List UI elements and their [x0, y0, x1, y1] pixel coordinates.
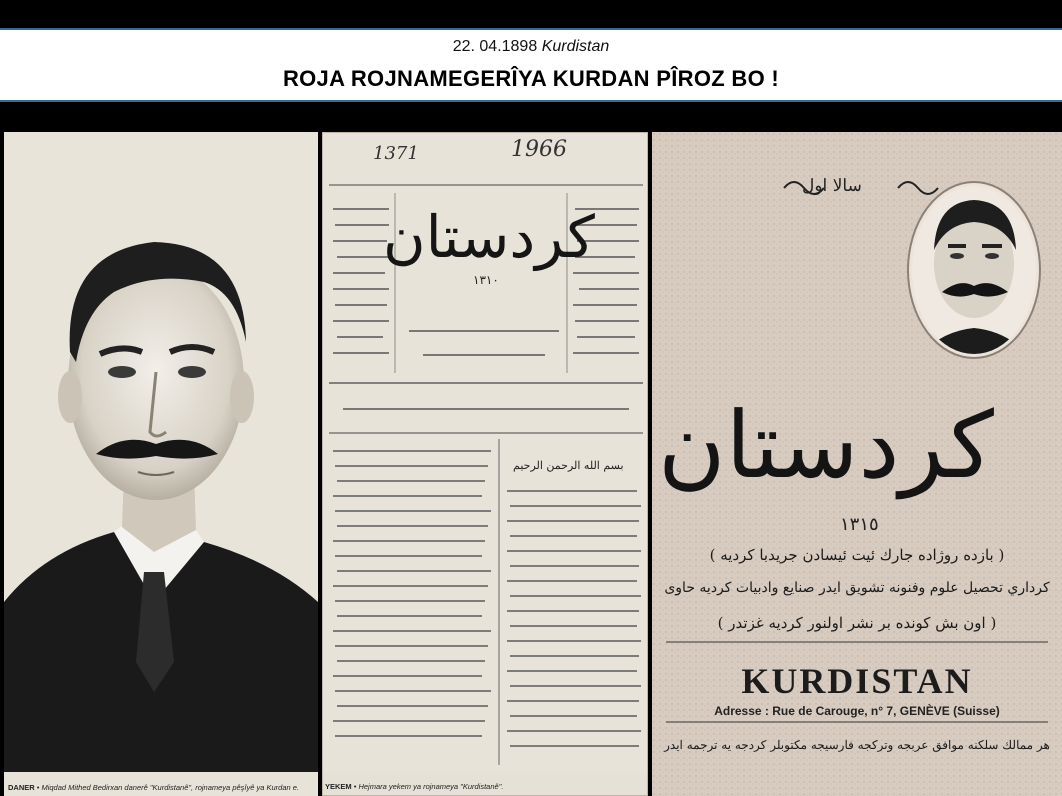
masthead-year: ١٣١٠ [473, 273, 499, 287]
subtitle-line-1: ( بازده روژاده جارك ئيت ئيسادن جريدبا كرديه ) [709, 546, 1005, 564]
founder-portrait-image [4, 132, 318, 772]
first-issue-panel [322, 132, 648, 796]
basmala: بسم الله الرحمن الرحيم [513, 459, 624, 472]
bottom-arabic-line: هر ممالك سلكنه موافق عربجه وتركجه فارسيجه مكتوبلر كردجه يه ترجمه ايدر [664, 738, 1050, 752]
black-band [0, 102, 1062, 130]
caption-lead: YEKEM [325, 782, 352, 791]
subtitle-line-3: ( اون بش كونده بر نشر اولنور كرديه غزتدر ) [717, 614, 997, 632]
first-issue-caption: YEKEM • Hejmara yekem ya rojnameya "Kurdistanê". [325, 782, 504, 791]
paper-name: Kurdistan [541, 38, 610, 55]
kurdistan-latin-title: KURDISTAN [741, 661, 973, 701]
caption-lead: DANER [8, 783, 35, 792]
caption-text: Hejmara yekem ya rojnameya "Kurdistanê". [358, 782, 504, 791]
address-line: Adresse : Rue de Carouge, n° 7, GENÈVE (Suisse) [714, 704, 1000, 718]
date-text: 22. 04.1898 [452, 38, 538, 55]
masthead-year-large: ١٣١٥ [840, 514, 879, 535]
handwritten-number-2: 1966 [511, 137, 567, 162]
caption-text: Miqdad Mithed Bedirxan danerê "Kurdistanê", rojnameya pêşîyê ya Kurdan e. [41, 783, 300, 792]
date-line [0, 38, 1062, 56]
headline: ROJA ROJNAMEGERÎYA KURDAN PÎROZ BO ! [282, 66, 780, 91]
year-label: سالا اول [802, 176, 862, 196]
slide-header [0, 28, 1062, 102]
handwritten-number-1: 1371 [373, 143, 419, 164]
founder-caption: DANER • Miqdad Mithed Bedirxan danerê "Kurdistanê", rojnameya pêşîyê ya Kurdan e. [8, 783, 300, 792]
subtitle-line-2: كرداري تحصيل علوم وفنونه تشويق ايدر صنايع وادبيات كرديه حاوى [664, 580, 1050, 596]
founder-portrait-panel [4, 132, 318, 796]
masthead-panel [652, 132, 1062, 796]
masthead-title: كردستان [383, 203, 595, 271]
top-black-bar [0, 0, 1062, 28]
masthead-title-large: كردستان [658, 392, 994, 499]
